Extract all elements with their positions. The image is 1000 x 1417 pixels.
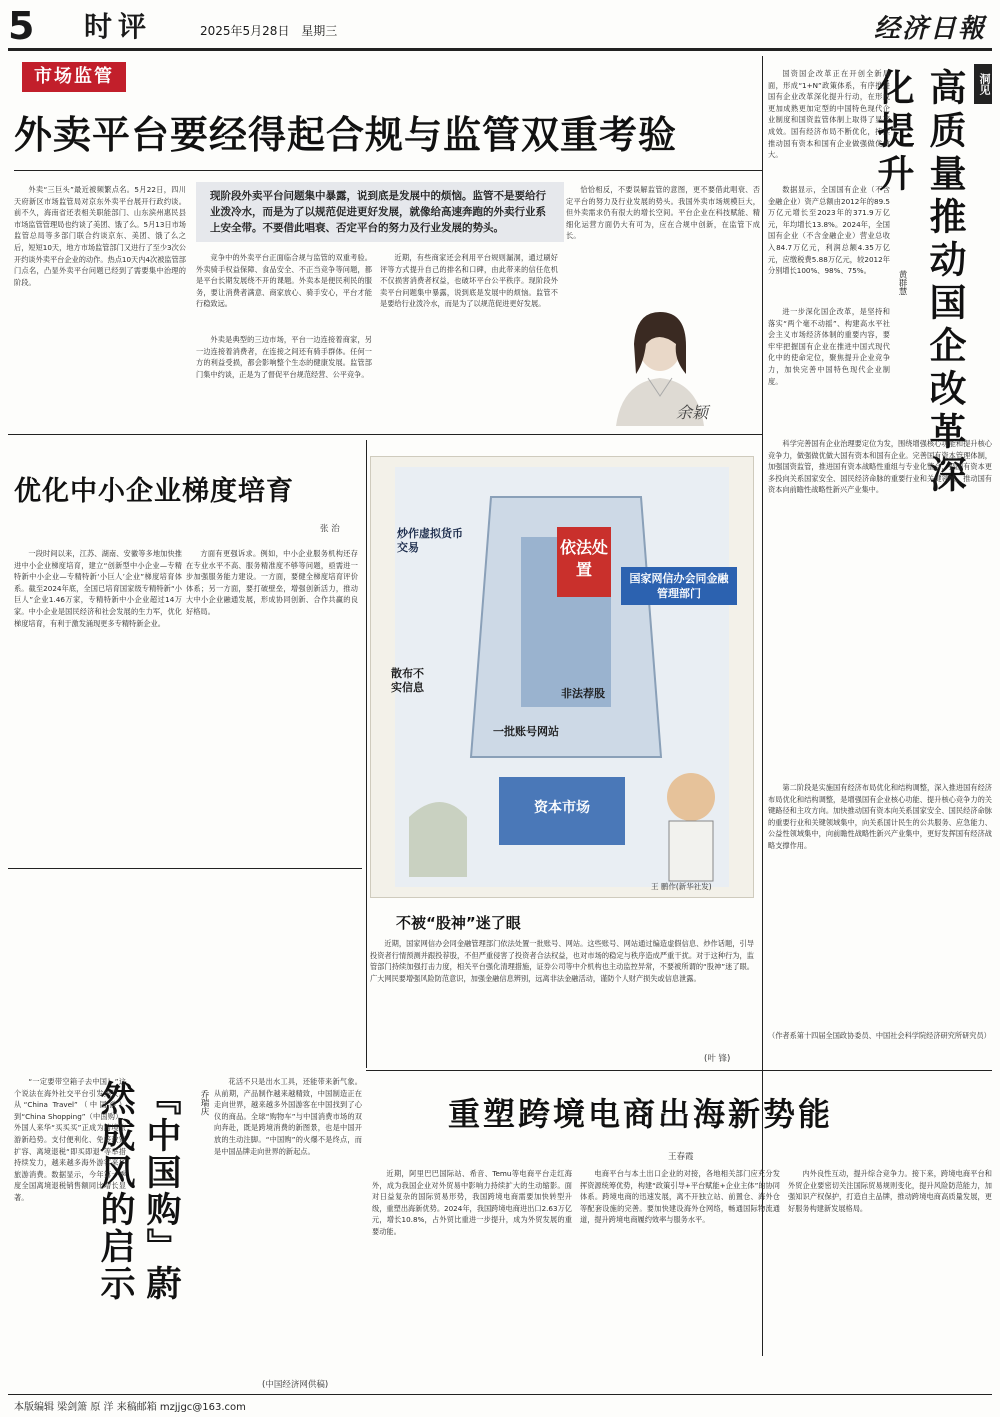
section-name: 时评	[84, 10, 153, 43]
issue-date	[200, 22, 337, 39]
soe-body-5	[768, 782, 992, 1014]
column-tag-insight: 洞见	[974, 64, 992, 104]
header-rule	[8, 48, 992, 51]
author-portrait	[588, 304, 758, 426]
footer-rule	[8, 1394, 992, 1395]
title-rule	[14, 170, 762, 171]
ecommerce-col2	[580, 1168, 780, 1390]
ecommerce-author: 王春霞	[668, 1152, 694, 1162]
top-col3-text: 外卖是典型的三边市场，平台一边连接着商家，另一边连接着消费者，在连接之间还有骑手群体。任何一方的利益受损，都会影响整个生态的健康发展。监管部门集中约谈，正是为了督促平台规范经营、公平竞争。	[196, 335, 372, 379]
cartoon-seal: 依法处置	[557, 527, 611, 597]
china-shopping-col2	[214, 1076, 362, 1376]
top-article-title: 外卖平台要经得起合规与监管双重考验	[14, 113, 678, 157]
newspaper-logo: 经济日報	[873, 14, 986, 44]
cartoon-credit: 王 鹏作(新华社发)	[651, 882, 712, 891]
china-shopping-source: (中国经济网供稿)	[262, 1380, 329, 1390]
ecommerce-col3	[788, 1168, 992, 1390]
ecommerce-article-title: 重塑跨境电商出海新势能	[448, 1095, 834, 1133]
ec-col2-text: 电商平台与本土出口企业的对接，各地相关部门应充分发挥资源统筹优势，构建“政策引导+平台赋能+企业主体”的协同体系。跨境电商的迅速发展，离不开独立站、前置仓、海外仓等配套设施的完善。要加快建设海外仓网络，畅通国际物流通道，提升跨境电商履约效率与服务水平。	[580, 1169, 780, 1225]
top-article-col4	[380, 252, 558, 426]
section-divider-3	[366, 1070, 992, 1071]
cartoon-label-speculation: 炒作虚拟货币交易	[397, 527, 463, 554]
stock-body-text: 近期，国家网信办会同金融管理部门依法处置一批账号、网站。这些账号、网站通过编造虚假信息、炒作话题，引导投资者行情预测并跟投荐股，不但严重侵害了投资者合法权益，也对市场的稳定与秩序造成严重干扰。对于这种行为，监管部门持续加强打击力度，相关平台强化清理措施，证券公司等中介机构也主动监控异常，不要被所谓的“股神”迷了眼。广大网民要增强风险防范意识，加强金融信息辨别，远离非法金融活动，谨防个人财产损失或信息泄露。	[370, 939, 754, 983]
soe-article-title: 高质量推动国企改革深化提升	[871, 68, 966, 498]
footer-editors: 本版编辑 梁剑箫 原 洋 来稿邮箱 mzjjgc@163.com	[14, 1402, 246, 1413]
soe-body1-text: 国资国企改革正在开创全新局面，形成“1+N”政策体系，有序推进国有企业改革深化提升行动，在形成更加成熟更加定型的中国特色现代企业制度和国资监管体制上取得了显著成效。国有经济布局不断优化，持续推动国有资本和国有企业做强做优做大。	[768, 69, 890, 160]
cs-col1-text: “一定要带空箱子去中国！”这个说法在海外社交平台引发热议。从“China Travel”（中国游）到“China Shopping”（中国购），外国人来华“买买买”正成为跨境旅游新趋势。支付便利化、免签政策扩容、离境退税“即买即退”等举措持续发力，越来越多海外游客来华旅游消费。数据显示，今年第一季度全国离境退税销售额同比增长显著。	[14, 1077, 126, 1202]
ec-col3-text: 内外良性互动，提升综合竞争力。接下来，跨境电商平台和外贸企业要密切关注国际贸易规则变化，提升风险防范能力，加强知识产权保护，打造自主品牌，推动跨境电商高质量发展，更好服务构建新发展格局。	[788, 1169, 992, 1213]
soe-body-2	[768, 184, 890, 304]
top-col4-text: 近期，有些商家还会利用平台规则漏洞，通过刷好评等方式提升自己的排名和口碑，由此带来的信任危机不仅损害消费者权益，也破坏平台公平秩序。现阶段外卖平台问题集中暴露，说到底是发展中的烦恼。监管不是要给行业泼冷水，而是为了以规范促进更好发展。	[380, 253, 558, 309]
stock-article-author: (叶 锋)	[704, 1054, 731, 1064]
stock-article-body	[370, 938, 754, 1052]
page-number: 5	[8, 4, 35, 48]
section-divider-1	[8, 434, 762, 435]
soe-author-note: （作者系第十四届全国政协委员、中国社会科学院经济研究所研究员）	[768, 1031, 991, 1040]
section-tag: 市场监管	[22, 62, 126, 92]
china-shopping-title: 『中国购』蔚然成风的启示	[95, 1080, 181, 1302]
sme-col2-text: 方面有更强诉求。例如，中小企业服务机构还存在专业水平不高、服务精准度不够等问题，亟需进一步加强服务能力建设。一方面，要健全梯度培育评价体系；另一方面，要打破壁垒，增强创新活力，推动大中小企业融通发展，形成协同创新、合作共赢的良好格局。	[186, 549, 358, 616]
top-article-col1	[14, 184, 186, 426]
soe-body-3	[768, 306, 890, 436]
cartoon-label-rumor: 散布不实信息	[391, 667, 424, 694]
cartoon-label-sites: 一批账号网站	[493, 725, 559, 738]
top-article-col5	[566, 184, 760, 296]
soe-body2-text: 数据显示，全国国有企业（不含金融企业）资产总额由2012年的89.5万亿元增长至2023年的371.9万亿元，年均增长13.8%。2024年，全国国有企业（不含金融企业）营业总收入84.7万亿元，利润总额4.35万亿元，应缴税费5.88万亿元，较2012年分别增长100%、98%、75%。	[768, 185, 890, 276]
top-col2-text: 竞争中的外卖平台正面临合规与监管的双重考验。外卖骑手权益保障、食品安全、不正当竞争等问题，都是平台长期发展绕不开的课题。外卖本是便民利民的服务，要让消费者满意、商家放心、骑手安心，平台才能行稳致远。	[196, 253, 372, 309]
cartoon-label-market: 资本市场	[534, 800, 590, 816]
soe-body3-text: 进一步深化国企改革，是坚持和落实“两个毫不动摇”、构建高水平社会主义市场经济体制的重要内容，要牢牢把握国有企业在推进中国式现代化中的使命定位，聚焦提升企业竞争力，加快完善中国特色现代企业制度。	[768, 307, 890, 386]
author-signature: 余颖	[676, 403, 709, 422]
top-col1-text: 外卖“三巨头”最近被频繁点名。5月22日，四川天府新区市场监管局对京东外卖平台展开行政约谈。前不久，海南省还表相关职能部门、山东滨州惠民县市场监管管理局也约谈了美团、饿了么。5月13日市场监管总局等多部门联合约谈京东、美团、饿了么之后，短短10天，地方市场监管部门又进行了至少3次公开约谈外卖平台企业的动作。热点10天内4次被监管部门点名，凸显外卖平台问题已经到了需要集中治理的阶段。	[14, 185, 186, 287]
date-text: 2025年5月28日	[200, 24, 290, 38]
soe-author: 黄群慧	[897, 270, 907, 296]
stock-article-title: 不被“股神”迷了眼	[396, 914, 521, 932]
column-divider-right	[762, 56, 763, 1356]
weekday-text: 星期三	[301, 24, 338, 38]
cartoon-label-illegal: 非法荐股	[561, 687, 605, 700]
ec-col1-text: 近期，阿里巴巴国际站、希音、Temu等电商平台走红海外，成为我国企业对外贸易中影响力持续扩大的生动缩影。面对日益复杂的国际贸易形势，我国跨境电商需要加快转型升级，重塑出海新优势。2024年，我国跨境电商进出口2.63万亿元，增长10.8%，占外贸比重进一步提升，成为外贸发展的重要动能。	[372, 1169, 572, 1236]
sme-article-col2	[186, 548, 358, 862]
cartoon-illustration	[370, 456, 754, 898]
ecommerce-col1	[372, 1168, 572, 1390]
sme-article-title: 优化中小企业梯度培育	[14, 476, 294, 507]
china-shopping-author: 乔瑞庆	[199, 1090, 209, 1116]
soe-body-4	[768, 438, 992, 778]
top-article-callout: 现阶段外卖平台问题集中暴露，说到底是发展中的烦恼。监管不是要给行业泼冷水，而是为了以规范促进更好发展，就像给高速奔跑的外卖行业系上安全带。不要借此唱衰、否定平台的努力及行业发展的势头。	[196, 182, 564, 242]
soe-body4-text: 科学完善国有企业治理要定位为发，围绕增强核心功能和提升核心竞争力，做强做优做大国有资本和国有企业。完善国有资本管理体制，加强国资监管，推进国有资本战略性重组与专业化整合，把国有资本更多投向关系国家安全、国民经济命脉的重要行业和关键领域，推动国有资本向前瞻性战略性新兴产业集中。	[768, 439, 992, 495]
top-article-col3	[196, 334, 372, 426]
china-shopping-col1	[14, 1076, 126, 1390]
sme-article-col1	[14, 548, 182, 862]
section-divider-2	[8, 868, 362, 869]
sme-author: 张 治	[320, 524, 340, 534]
top-col5-text: 恰恰相反，不要误解监管的意图，更不要借此唱衰、否定平台的努力及行业发展的势头。我国外卖市场规模巨大，但外卖需求仍有很大的增长空间。平台企业在科技赋能、精细化运营方面仍大有可为，应在合规中创新，在监管下成长。	[566, 185, 760, 241]
sme-col1-text: 一段时间以来，江苏、湖南、安徽等多地加快推进中小企业梯度培育，建立“创新型中小企业—专精特新中小企业—专精特新‘小巨人’企业”梯度培育体系。截至2024年底，全国已培育国家级专精特新“小巨人”企业1.46万家，专精特新中小企业超过14万家。中小企业是国民经济和社会发展的生力军，优化梯度培育，有利于激发涌现更多专精特新企业。	[14, 549, 182, 628]
soe-body-1	[768, 68, 890, 180]
cs-col2-text: 花活不只是出水工具，还能带来新气象。从前期，产品制作越来越精致，中国制造正在走向世界，越来越多外国游客在中国找到了心仪的商品。全球“购物车”与中国消费市场的双向奔赴，既是跨境消费的新图景，也是中国开放的生动注脚。“中国购”的火爆不是终点，而是中国品牌走向世界的新起点。	[214, 1077, 362, 1156]
column-divider-mid	[366, 440, 367, 1068]
soe-body5-text: 第二阶段是实施国有经济布局优化和结构调整，深入推进国有经济布局优化和结构调整，是增强国有企业核心功能、提升核心竞争力的关键路径和主攻方向。加快推动国有资本向关系国家安全、国民经济命脉的重要行业和关键领域集中，向关系国计民生的公共服务、应急能力、公益性领域集中，向前瞻性战略性新兴产业集中，更好发挥国有经济战略支撑作用。	[768, 783, 992, 850]
cartoon-banner: 国家网信办会同金融管理部门	[621, 567, 737, 605]
